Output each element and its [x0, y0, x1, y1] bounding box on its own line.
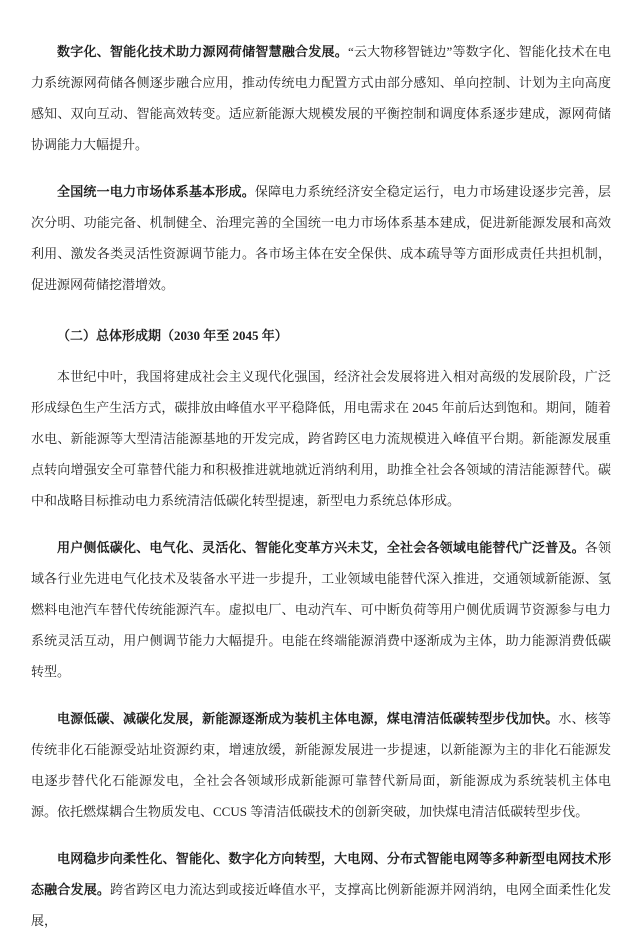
paragraph-unified-market-lead: 全国统一电力市场体系基本形成。	[57, 184, 255, 199]
paragraph-mid-century	[31, 361, 611, 516]
paragraph-digital-intelligent	[31, 36, 611, 160]
section-heading-formation-period: （二）总体形成期（2030 年至 2045 年）	[57, 328, 288, 343]
paragraph-power-source-low-carbon-lead: 电源低碳、减碳化发展，新能源逐渐成为装机主体电源，煤电清洁低碳转型步伐加快。	[57, 711, 559, 726]
paragraph-user-side	[31, 532, 611, 687]
paragraph-power-source-low-carbon	[31, 703, 611, 827]
paragraph-grid-transformation-text: 跨省跨区电力流达到或接近峰值水平，支撑高比例新能源并网消纳，电网全面柔性化发展，	[31, 882, 611, 928]
paragraph-unified-market-text: 保障电力系统经济安全稳定运行，电力市场建设逐步完善，层次分明、功能完备、机制健全、治理完善的全国统一电力市场体系基本建成，促进新能源发展和高效利用、激发各类灵活性资源调节能力。各市场主体在安全保供、成本疏导等方面形成责任共担机制，促进源网荷储挖潜增效。	[31, 184, 611, 292]
paragraph-power-source-low-carbon-text: 水、核等传统非化石能源受站址资源约束，增速放缓，新能源发展进一步提速，以新能源为主的非化石能源发电逐步替代化石能源发电，全社会各领域形成新能源可靠替代新局面，新能源成为系统装机主体电源。依托燃煤耦合生物质发电、CCUS 等清洁低碳技术的创新突破，加快煤电清洁低碳转型步伐。	[31, 711, 611, 819]
paragraph-user-side-lead: 用户侧低碳化、电气化、灵活化、智能化变革方兴未艾，全社会各领域电能替代广泛普及。	[57, 540, 585, 555]
paragraph-user-side-text: 各领域各行业先进电气化技术及装备水平进一步提升，工业领域电能替代深入推进，交通领域新能源、氢燃料电池汽车替代传统能源汽车。虚拟电厂、电动汽车、可中断负荷等用户侧优质调节资源参与电力系统灵活互动，用户侧调节能力大幅提升。电能在终端能源消费中逐渐成为主体，助力能源消费低碳转型。	[31, 540, 611, 679]
paragraph-digital-intelligent-lead: 数字化、智能化技术助力源网荷储智慧融合发展。	[57, 44, 348, 59]
paragraph-grid-transformation	[31, 843, 611, 936]
paragraph-digital-intelligent-text: “云大物移智链边”等数字化、智能化技术在电力系统源网荷储各侧逐步融合应用，推动传统电力配置方式由部分感知、单向控制、计划为主向高度感知、双向互动、智能高效转变。适应新能源大规模发展的平衡控制和调度体系逐步建成，源网荷储协调能力大幅提升。	[31, 44, 611, 152]
paragraph-mid-century-text: 本世纪中叶，我国将建成社会主义现代化强国，经济社会发展将进入相对高级的发展阶段，广泛形成绿色生产生活方式，碳排放由峰值水平平稳降低，用电需求在 2045 年前后达到饱和。期间，随着水电、新能源等大型清洁能源基地的开发完成，跨省跨区电力流规模进入峰值平台期。新能源发展重点转向增强安全可靠替代能力和积极推进就地就近消纳利用，助推全社会各领域的清洁能源替代。碳中和战略目标推动电力系统清洁低碳化转型提速，新型电力系统总体形成。	[31, 369, 611, 508]
paragraph-unified-market	[31, 176, 611, 300]
paragraph-grid-transformation-lead: 电网稳步向柔性化、智能化、数字化方向转型，大电网、分布式智能电网等多种新型电网技术形态融合发展。	[31, 851, 611, 897]
